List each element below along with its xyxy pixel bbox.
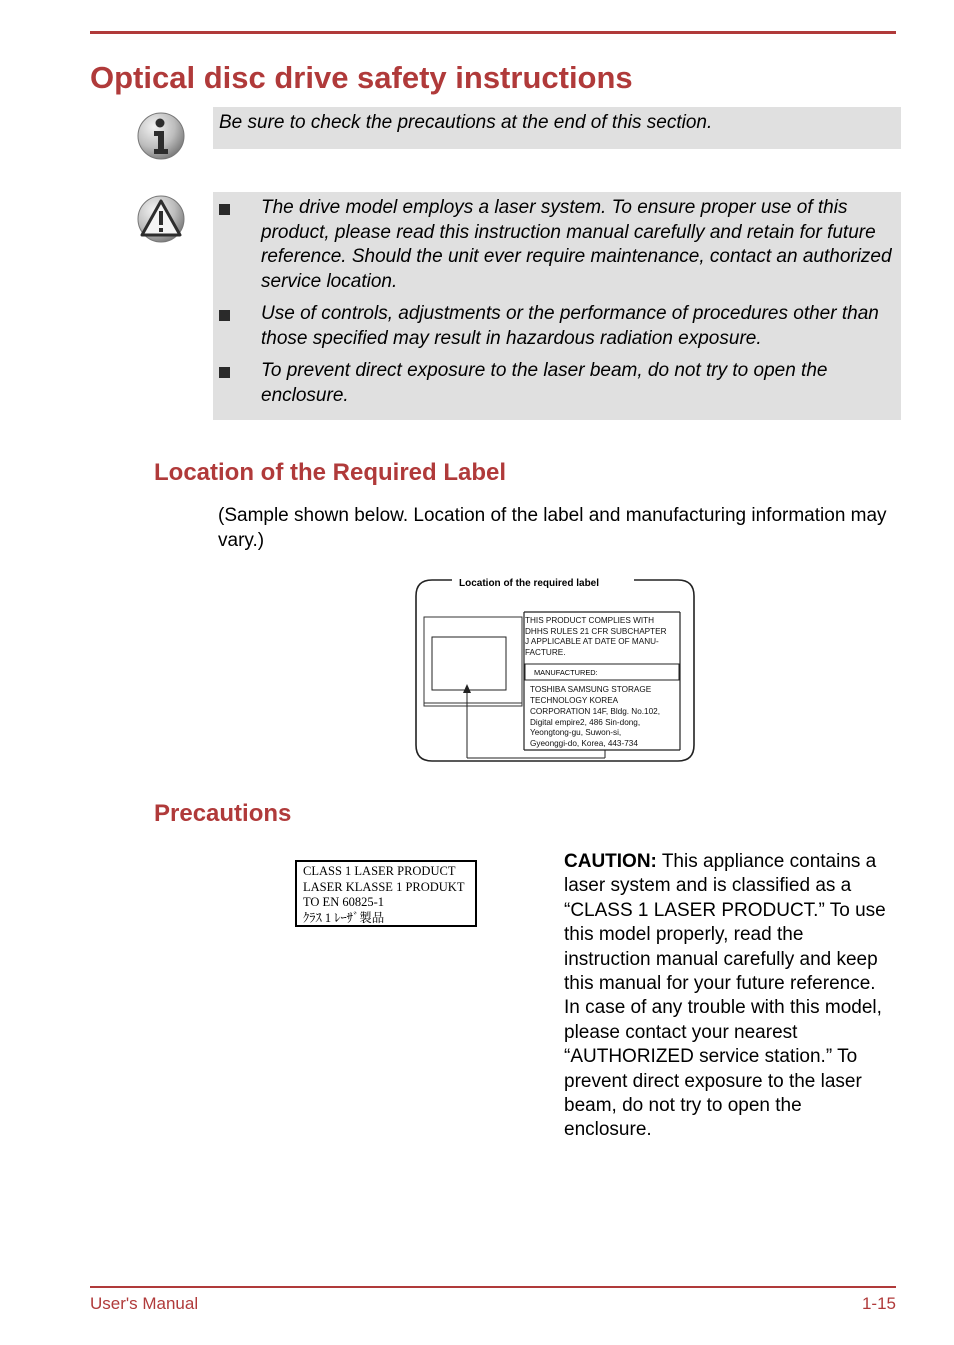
bullet-square-icon <box>219 367 230 378</box>
laser-label-line: LASER KLASSE 1 PRODUKT <box>303 879 465 894</box>
manufactured-field: MANUFACTURED: <box>534 668 598 677</box>
address-line: CORPORATION 14F, Bldg. No.102, <box>530 707 660 716</box>
compliance-line: J APPLICABLE AT DATE OF MANU- <box>525 637 659 646</box>
section-heading-label: Location of the Required Label <box>154 459 507 486</box>
page-title: Optical disc drive safety instructions <box>90 60 633 95</box>
address-line: Gyeonggi-do, Korea, 443-734 <box>530 739 638 748</box>
footer-page-number: 1-15 <box>861 1294 896 1313</box>
bullet-square-icon <box>219 204 230 215</box>
laser-class-label <box>295 860 477 927</box>
warning-item: The drive model employs a laser system. To ensure proper use of this product, please read this instruction manual carefully and retain for future reference. Should the unit ever require maintenance, contact an authorized service location. <box>213 196 893 294</box>
laser-label-line: TO EN 60825-1 <box>303 895 385 909</box>
compliance-line: THIS PRODUCT COMPLIES WITH <box>525 616 655 625</box>
caution-text: This appliance contains a laser system and is classified as a “CLASS 1 LASER PRODUCT.” To use this model properly, read the instruction manual carefully and keep this manual for your future reference. In case of any trouble with this model, please contact your nearest “AUTHORIZED service station.” To prevent direct exposure to the laser beam, do not try to open the enclosure. <box>564 851 886 1141</box>
caution-label: CAUTION: <box>564 851 657 872</box>
address-line: TOSHIBA SAMSUNG STORAGE <box>530 685 652 694</box>
note-box <box>213 107 901 149</box>
footer-manual-title: User's Manual <box>90 1294 199 1313</box>
bullet-square-icon <box>219 310 230 321</box>
laser-label-line: ｸﾗｽ 1 ﾚｰｻﾞ製品 <box>303 910 385 925</box>
compliance-line: FACTURE. <box>525 648 566 657</box>
label-location-diagram <box>412 575 700 767</box>
laser-label-line: CLASS 1 LASER PRODUCT <box>303 864 456 878</box>
sample-note: (Sample shown below. Location of the label and manufacturing information may vary.) <box>218 505 887 551</box>
address-line: TECHNOLOGY KOREA <box>530 696 619 705</box>
caution-paragraph <box>564 850 894 1143</box>
note-text: Be sure to check the precautions at the end of this section. <box>219 112 713 133</box>
bottom-rule <box>90 1286 896 1288</box>
section-heading-precautions: Precautions <box>154 800 292 827</box>
top-rule <box>90 31 896 34</box>
address-line: Yeongtong-gu, Suwon-si, <box>530 728 622 737</box>
address-line: Digital empire2, 486 Sin-dong, <box>530 718 641 727</box>
warning-box <box>213 192 901 420</box>
diagram-caption: Location of the required label <box>459 578 600 589</box>
warning-icon <box>136 194 186 244</box>
warning-list <box>213 192 901 408</box>
info-icon <box>136 111 186 161</box>
warning-item: Use of controls, adjustments or the performance of procedures other than those specified may result in hazardous radiation exposure. <box>213 302 893 351</box>
warning-item: To prevent direct exposure to the laser beam, do not try to open the enclosure. <box>213 359 893 408</box>
compliance-line: DHHS RULES 21 CFR SUBCHAPTER <box>525 627 667 636</box>
